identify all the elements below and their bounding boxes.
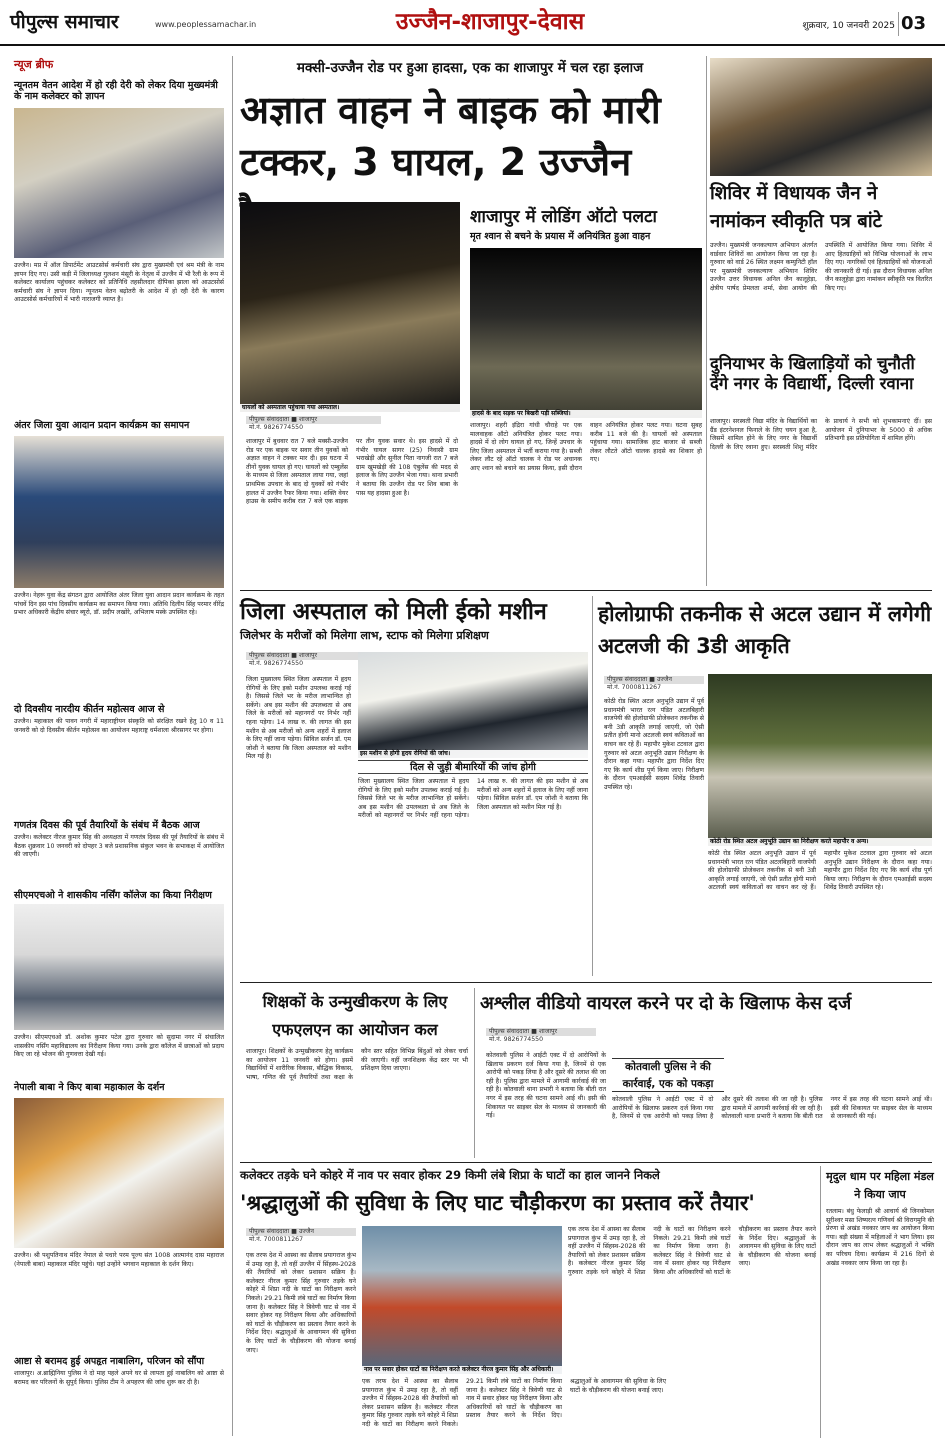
section-rule [240,982,932,983]
brief-headline: गणतंत्र दिवस की पूर्व तैयारियों के संबंध में बैठक आज [14,820,200,831]
echo-headline: जिला अस्पताल को मिली ईको मशीन [240,599,547,625]
video-byline: पीपुल्स संवाददाता ■ शाजापुर मो.नं. 9826774550 [486,1028,596,1044]
ghat-body: एक तरफ देश में आस्था का सैलाब प्रयागराज कुंभ में उमड़ रहा है, तो वहीं उज्जैन में सिंहस्थ-2028 की तैयारियों को लेकर प्रशासन सक्रिय है। कलेक्टर नीरज कुमार सिंह गुरुवार तड़के घने कोहरे में शिप्रा नदी के घाटों का निरीक्षण करने निकले। 29.21 किमी लंबे घाटों का निर्माण किया जाना है। कलेक्टर सिंह ने त्रिवेणी घाट से नाव में सवार होकर यह निरीक्षण किया और अधिकारियों को घाटों के चौड़ीकरण का प्रस्ताव तैयार करने के निर्देश दिए। श्रद्धालुओं के आवागमन की सुविधा के लिए घाटों के चौड़ीकरण की योजना बनाई जाए। [246,1252,356,1354]
holography-photo [708,674,932,846]
brief-body: उज्जैन। कलेक्टर नीरज कुमार सिंह की अध्यक्षता में गणतंत्र दिवस की पूर्व तैयारियों के संबंध में बैठक शुक्रवार 10 जनवरी को दोपहर 3 बजे प्रशासनिक संकुल भवन के सभाकक्ष में आयोजित की जाएगी। [14,834,224,859]
lead-headline: अज्ञात वाहन ने बाइक को मारी टक्कर, 3 घायल, 2 उज्जैन [240,88,661,184]
video-headline: अश्लील वीडियो वायरल करने पर दो के खिलाफ केस दर्ज [480,993,852,1014]
teachers-headline: शिक्षकों के उन्मुखीकरण के लिए एफएलएन का आयोजन कल [262,992,448,1039]
video-body: कोतवाली पुलिस ने आईटी एक्ट में दो आरोपियों के खिलाफ प्रकरण दर्ज किया गया है, जिनमें से एक आरोपी को पकड़ लिया है और दूसरे की तलाश की जा रही है। पुलिस द्वारा मामले में आगामी कार्रवाई की जा रही है। कोतवाली थाना प्रभारी ने बताया कि बीती रात नगर में इस तरह की घटना सामने आई थी। इसी की शिकायत पर साइबर सेल के माध्यम से जानकारी की गई। [486,1052,606,1120]
brief-photo-memorandum [14,108,224,258]
ghat-byline: पीपुल्स संवाददाता ■ उज्जैन मो.नं. 7000811267 [246,1228,356,1244]
lead-byline: पीपुल्स संवाददाता ■ शाजापुर मो.नं. 9826774550 [246,416,381,432]
mridul-headline: मृदुल धाम पर महिला मंडल ने किया जाप [826,1170,934,1201]
brief-body: उज्जैन। महाकाल की पावन नगरी में महाराष्ट्रीयन संस्कृति को संरक्षित रखने हेतु 10 व 11 जनवरी को दो दिवसीय कीर्तन महोत्सव का आयोजन महाराष्ट्र धर्मशाला श्रीरसागर पर होगा। [14,718,224,734]
holography-body: कोठी रोड स्थित अटल अनुभूति उद्यान में पूर्व प्रधानमंत्री भारत रत्न पंडित अटलबिहारी वाजपेयी की होलोग्राफी प्रोजेक्शन तकनीक से बनी 3डी आकृति लगाई जाएगी, जो ऐसी प्रतीत होगी मानो अटलजी स्वयं कविताओं का वाचन कर रहे हैं। महापौर मुकेश टटवाल द्वारा गुरुवार को अटल अनुभूति उद्यान निरीक्षण के दौरान कहा गया। महापौर द्वारा निर्देश दिए गए कि कार्य शीघ्र पूर्ण किया जाए। निरीक्षण के दौरान एमआईसी सदस्य शिवेंद्र तिवारी उपस्थित रहे। [604,698,704,791]
edition-title: उज्जैन-शाजापुर-देवास [395,9,585,35]
brief-photo-youth [14,436,224,588]
news-brief-sidebar [14,58,224,1438]
echo-photo [358,652,588,758]
mridul-body: रतलाम। बंधु फेलाड़ी श्री आचार्य श्री जिनकोमल सूरीश्वर मसा शिष्यरत्न गणिवर्य श्री विरागमुनि की प्रेरणा से अखंड नवकार जाप का आयोजन किया गया। बड़ी संख्या में महिलाओं ने भाग लिया। इस दौरान जाप का लाभ लेकर श्रद्धालुओं ने भक्ति का परिचय दिया। कार्यक्रम में 216 दिनों से अखंड नवकार जाप किया जा रहा है। [826,1208,934,1267]
holography-byline: पीपुल्स संवाददाता ■ उज्जैन मो.नं. 7000811267 [604,676,704,692]
ghat-photo [362,1226,562,1374]
photo-caption: नाव पर सवार होकर घाटों का निरीक्षण करते कलेक्टर नीरज कुमार सिंह और अधिकारी। [362,1366,562,1374]
photo-caption: हादसे के बाद सड़क पर बिखरी पड़ी सब्जियां। [470,410,702,418]
ghat-body-right: एक तरफ देश में आस्था का सैलाब प्रयागराज कुंभ में उमड़ रहा है, तो वहीं उज्जैन में सिंहस्थ-2028 की तैयारियों को लेकर प्रशासन सक्रिय है। कलेक्टर नीरज कुमार सिंह गुरुवार तड़के घने कोहरे में शिप्रा नदी के घाटों का निरीक्षण करने निकले। 29.21 किमी लंबे घाटों का निर्माण किया जाना है। कलेक्टर सिंह ने त्रिवेणी घाट से नाव में सवार होकर यह निरीक्षण किया और अधिकारियों को घाटों के चौड़ीकरण का प्रस्ताव तैयार करने के निर्देश दिए। श्रद्धालुओं के आवागमन की सुविधा के लिए घाटों के चौड़ीकरण की योजना बनाई जाए। [568,1226,816,1276]
teachers-body: शाजापुर। शिक्षकों के उन्मुखीकरण हेतु कार्यक्रम का आयोजन 11 जनवरी को होगा। इसमें विद्यार्थियों में शारीरिक विकास, बौद्धिक विकास, भाषा, गणित की पूर्व तैयारियों तथा कक्षा के कौन स्तर सहित विभिन्न बिंदुओं को लेकर चर्चा की जाएगी। वहीं जनशिक्षक केंद्र स्तर पर भी प्रशिक्षण दिया जाएगा। [246,1048,468,1081]
lead-body: शाजापुर में बुधवार रात 7 बजे मक्सी-उज्जैन रोड पर एक बाइक पर सवार तीन युवकों को अज्ञात वाहन ने टक्कर मार दी। इस घटना में तीनों युवक घायल हो गए। घायलों को एम्बुलेंस के माध्यम से जिला अस्पताल लाया गया, जहां प्राथमिक उपचार के बाद दो युवकों को गंभीर हालत में उज्जैन रैफर किया गया। शक्ति वेयर हाउस के समीप करीब रात 7 बजे एक बाइक पर तीन युवक सवार थे। इस हादसे में दो गंभीर घायल सागर (25) निवासी ग्राम भराखेड़ी और सुनील पिता नागजी रात 7 बजे ग्राम खुमखेड़ी की 108 एंबुलेंस की मदद से इलाज के लिए उज्जैन भेजा गया। थाना प्रभारी ने बताया कि उज्जैन रोड पर शिव बाबा के पास यह हादसा हुआ है। [246,438,458,506]
loading-body: शाजापुर। शहरी इंद्रिरा गांधी चौराहे पर एक मालवाहक ऑटो अनियंत्रित होकर पलट गया। हादसे में दो लोग घायल हो गए, जिन्हें उपचार के लिए जिला अस्पताल में भर्ती कराया गया है। सब्जी लेकर लौट रहे ऑटो चालक ने रोड पर अचानक आए श्वान को बचाने का प्रयास किया, इसी दौरान वाहन अनियंत्रित होकर पलट गया। घटना सुबह करीब 11 बजे की है। घायलों को अस्पताल पहुंचाया गया। सामाजिक हाट बाजार से सब्जी लेकर लौटते ऑटो चालक हादसे का शिकार हो गए। [470,422,702,472]
brief-body: उज्जैन। श्री पशुपतिनाथ मंदिर नेपाल से पधारे परम पूज्य संत 1008 आत्मानंद दास महाराज (नेपाली बाबा) महाकाल मंदिर पहुंचे। यहां उन्होंने भगवान महाकाल के दर्शन किए। [14,1252,224,1268]
video-body-cont: कोतवाली पुलिस ने आईटी एक्ट में दो आरोपियों के खिलाफ प्रकरण दर्ज किया गया है, जिनमें से एक आरोपी को पकड़ लिया है और दूसरे की तलाश की जा रही है। पुलिस द्वारा मामले में आगामी कार्रवाई की जा रही है। कोतवाली थाना प्रभारी ने बताया कि बीती रात नगर में इस तरह की घटना सामने आई थी। इसी की शिकायत पर साइबर सेल के माध्यम से जानकारी की गई। [612,1096,932,1121]
section-rule [240,590,932,591]
section-rule [240,1162,932,1163]
photo-caption: इस मशीन से होगी हृदय रोगियों की जांच। [358,750,588,758]
masthead [0,0,945,46]
holography-headline: होलोग्राफी तकनीक से अटल उद्यान में लगेगी अटलजी की 3डी आकृति [598,602,932,658]
brief-body: उज्जैन। सीएमएचओ डॉ. अशोक कुमार पटेल द्वारा गुरुवार को सुदामा नगर में संचालित शासकीय नर्सिंग महाविद्यालय का निरीक्षण किया गया। उनके द्वारा कॉलेज में छात्राओं को प्रदाय किए जा रहे भोजन की गुणवत्ता देखी गई। [14,1034,224,1059]
mla-photo [710,58,932,176]
lead-kicker: मक्सी-उज्जैन रोड पर हुआ हादसा, एक का शाजापुर में चल रहा इलाज [296,60,644,76]
photo-caption: घायलों को अस्पताल पहुंचाया गया अस्पताल। [240,404,460,412]
brief-headline: दो दिवसीय नारदीय कीर्तन महोत्सव आज से [14,704,165,715]
echo-subhead: जिलेभर के मरीजों को मिलेगा लाभ, स्टाफ को मिलेगा प्रशिक्षण [240,629,489,642]
brief-body: उज्जैन। नेहरू युवा केंद्र संगठन द्वारा आयोजित अंतर जिला युवा आदान प्रदान कार्यक्रम के तहत पांचवें दिन इस पांच दिवसीय कार्यक्रम का समापन किया गया। अतिथि दिलीप सिंह परमार वीरेंद्र प्रभार अधिकारी केंद्रीय संचार ब्यूरो, डॉ. प्रदीप लखोरे, अभिलाष मस्के उपस्थित रहे। [14,592,224,617]
mla-body: उज्जैन। मुख्यमंत्री जनकल्याण अभियान अंतर्गत वार्डवार शिविरों का आयोजन किया जा रहा है। गुरुवार को वार्ड 26 स्थित लक्ष्मन कम्युनिटी हॉल पर मुख्यमंत्री जनकल्याण अभियान शिविर उज्जैन उत्तर विधायक अनिल जैन कालूहेड़ा, क्षेत्रीय पार्षद प्रेमलता शर्मा, सेवा आयोग की उपस्थिति में आयोजित किया गया। शिविर में आए हितग्राहियों को विभिन्न योजनाओं के लाभ दिए गए। नागरिकों एवं हितग्राहियों को योजनाओं की जानकारी दी गई। इस दौरान विधायक अनिल जैन कालूहेड़ा द्वारा नामांकन स्वीकृति पत्र वितरित किए गए। [710,242,932,292]
loading-subhead: मृत श्वान से बचने के प्रयास में अनियंत्रित हुआ वाहन [470,231,651,242]
players-body: शाजापुर। सरस्वती विद्या मंदिर के विद्यार्थियों का ग्रैंड इंटरनेशनल फिनाले के लिए चयन हुआ है, जिसमें शामिल होने के लिए नगर के विद्यार्थी दिल्ली के लिए रवाना हुए। सरस्वती शिशु मंदिर के प्राचार्य ने सभी को शुभकामनाएं दीं। इस आयोजन में दुनियाभर के 5000 से अधिक प्रतिभागी इस प्रतियोगिता में शामिल होंगे। [710,418,932,451]
video-pullquote: कोतवाली पुलिस ने की कार्रवाई, एक को पकड़ा [612,1058,724,1092]
echo-byline: पीपुल्स संवाददाता ■ शाजापुर मो.नं. 9826774550 [246,652,371,668]
holography-body-cont: कोठी रोड स्थित अटल अनुभूति उद्यान में पूर्व प्रधानमंत्री भारत रत्न पंडित अटलबिहारी वाजपेयी की होलोग्राफी प्रोजेक्शन तकनीक से बनी 3डी आकृति लगाई जाएगी, जो ऐसी प्रतीत होगी मानो अटलजी स्वयं कविताओं का वाचन कर रहे हैं। महापौर मुकेश टटवाल द्वारा गुरुवार को अटल अनुभूति उद्यान निरीक्षण के दौरान कहा गया। महापौर द्वारा निर्देश दिए गए कि कार्य शीघ्र पूर्ण किया जाए। निरीक्षण के दौरान एमआईसी सदस्य शिवेंद्र तिवारी उपस्थित रहे। [708,850,932,892]
site-url[interactable]: www.peoplessamachar.in [155,20,257,29]
column-divider [232,56,233,1436]
brief-photo-nepali-baba [14,1098,224,1248]
column-divider [474,988,475,1158]
logo: पीपुल्स समाचार [10,11,119,33]
issue-date: शुक्रवार, 10 जनवरी 2025 [802,21,895,31]
brief-headline: आष्टा से बरामद हुई अपहृत नाबालिग, परिजन को सौंपा [14,1356,205,1367]
photo-caption: कोठी रोड स्थित अटल अनुभूति उद्यान का निरीक्षण करते महापौर व अन्य। [708,838,932,846]
echo-inset-head: दिल से जुड़ी बीमारियों की जांच होगी [358,760,588,774]
column-divider [592,596,593,976]
echo-inset-body: जिला मुख्यालय स्थित जिला अस्पताल में हृदय रोगियों के लिए इको मशीन उपलब्ध कराई गई है। जिससे जिले भर के मरीज लाभान्वित हो सकेंगे। अब इस मशीन की उपलब्धता से अब जिले के मरीजों को महानगरों पर निर्भर नहीं रहना पड़ेगा। 14 लाख रु. की लागत की इस मशीन से अब मरीजों को अन्य शहरों में इलाज के लिए नहीं जाना पड़ेगा। सिविल सर्जन डॉ. एम जोशी ने बताया कि जिला अस्पताल को मशीन मिल गई है। [358,778,588,820]
brief-photo-nursing [14,904,224,1030]
sidebar-section-label: न्यूज ब्रीफ [14,58,54,71]
column-divider [706,56,707,586]
brief-body: उज्जैन। मप्र में ऑल डिपार्टमेंट आउटसोर्स कर्मचारी संघ द्वारा मुख्यमंत्री एवं श्रम मंत्री के नाम ज्ञापन दिए गए। उसी कड़ी में जिलाध्यक्ष गुलशन मंसूरी के नेतृत्व में उज्जैन में भी रैली के रूप में कलेक्टर कार्यालय पहुंचकर कलेक्टर को प्रतिनिधि तहसीलदार दीपिका झाला को आउटसोर्स कर्मचारी संघ ने ज्ञापन दिया। न्यूनतम वेतन बढ़ोतरी के आदेश में हो रही देरी के कारण आउटसोर्स कर्मचारियों में भारी नाराजगी व्याप्त है। [14,262,224,304]
echo-body: जिला मुख्यालय स्थित जिला अस्पताल में हृदय रोगियों के लिए इको मशीन उपलब्ध कराई गई है। जिससे जिले भर के मरीज लाभान्वित हो सकेंगे। अब इस मशीन की उपलब्धता से अब जिले के मरीजों को महानगरों पर निर्भर नहीं रहना पड़ेगा। 14 लाख रु. की लागत की इस मशीन से अब मरीजों को अन्य शहरों में इलाज के लिए नहीं जाना पड़ेगा। सिविल सर्जन डॉ. एम जोशी ने बताया कि जिला अस्पताल को मशीन मिल गई है। [246,676,351,761]
page-number: 03 [898,12,928,36]
brief-headline: न्यूनतम वेतन आदेश में हो रही देरी को लेकर दिया मुख्यमंत्री के नाम कलेक्टर को ज्ञापन [14,80,218,102]
ghat-headline: 'श्रद्धालुओं की सुविधा के लिए घाट चौड़ीकरण का प्रस्ताव करें तैयार' [240,1191,755,1215]
brief-headline: अंतर जिला युवा आदान प्रदान कार्यक्रम का समापन [14,420,190,431]
column-divider [820,1166,821,1438]
lead-photo-accident [240,202,460,412]
ghat-body-cont: एक तरफ देश में आस्था का सैलाब प्रयागराज कुंभ में उमड़ रहा है, तो वहीं उज्जैन में सिंहस्थ-2028 की तैयारियों को लेकर प्रशासन सक्रिय है। कलेक्टर नीरज कुमार सिंह गुरुवार तड़के घने कोहरे में शिप्रा नदी के घाटों का निरीक्षण करने निकले। 29.21 किमी लंबे घाटों का निर्माण किया जाना है। कलेक्टर सिंह ने त्रिवेणी घाट से नाव में सवार होकर यह निरीक्षण किया और अधिकारियों को घाटों के चौड़ीकरण का प्रस्ताव तैयार करने के निर्देश दिए। श्रद्धालुओं के आवागमन की सुविधा के लिए घाटों के चौड़ीकरण की योजना बनाई जाए। [362,1378,666,1428]
players-headline: दुनियाभर के खिलाड़ियों को चुनौती देंगे नगर के विद्यार्थी, दिल्ली रवाना [710,354,915,393]
mla-headline: शिविर में विधायक जैन ने नामांकन स्वीकृति पत्र बांटे [710,183,882,232]
ghat-kicker: कलेक्टर तड़के घने कोहरे में नाव पर सवार होकर 29 किमी लंबे शिप्रा के घाटों का हाल जानने निकले [240,1168,660,1182]
brief-body: शाजापुर। अ.ब्राह्मिनिया पुलिस ने दो माह पहले अपने घर से लापता हुई नाबालिग को आष्टा से बरामद कर परिजनों के सुपुर्द किया। पुलिस टीम ने अपहरण की जांच शुरू कर दी है। [14,1370,224,1386]
brief-headline: नेपाली बाबा ने किए बाबा महाकाल के दर्शन [14,1082,165,1093]
loading-headline: शाजापुर में लोडिंग ऑटो पलटा [470,207,657,227]
loading-photo [470,248,702,418]
brief-headline: सीएमएचओ ने शासकीय नर्सिंग कॉलेज का किया निरीक्षण [14,890,212,901]
